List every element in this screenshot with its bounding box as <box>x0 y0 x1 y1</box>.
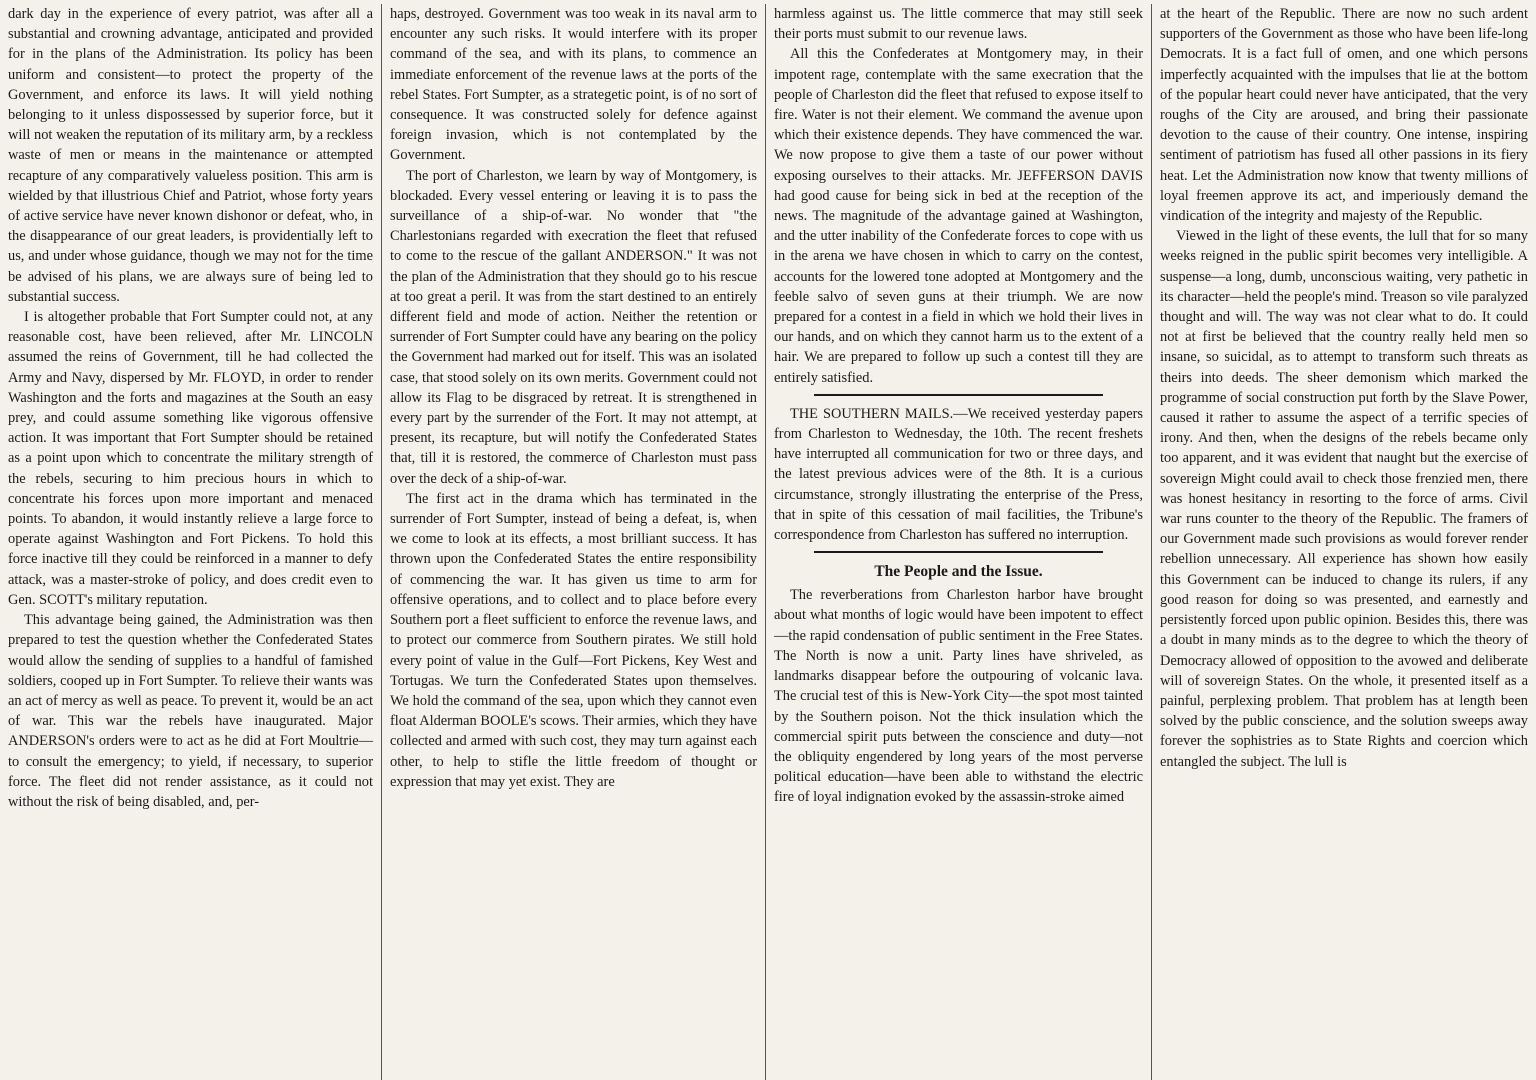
column-4 <box>1152 4 1536 1080</box>
column-2 <box>382 4 766 1080</box>
paragraph: The port of Charleston, we learn by way of Montgomery, is blockaded. Every vessel entering or leaving it is to pass the surveillance of a ship-of-war. No wonder that "the Charlestonians regarded with execration the fleet that refused to come to the rescue of the gallant ANDERSON." It was not the plan of the Administration that they should go to his rescue at too great a peril. It was from the start destined to an entirely different field and mode of action. Neither the retention or surrender of Fort Sumpter could have any bearing on the policy the Government had marked out for itself. This was an isolated case, that stood solely on its own merits. Government could not allow its Flag to be disgraced by retreat. It is strengthened in every part by the surrender of the Fort. It may not attempt, at present, its recapture, but will notify the Confederated States that, till it is restored, the commerce of Charleston must pass over the deck of a ship-of-war. <box>390 167 757 487</box>
paragraph: All this the Confederates at Montgomery may, in their impotent rage, contemplate with the same execration that the people of Charleston did the fleet that refused to expose itself to fire. Water is not their element. We command the avenue upon which their existence depends. They have commenced the war. We now propose to give them a taste of our power without exposing ourselves to their attacks. Mr. JEFFERSON DAVIS had good cause for being sick in bed at the reception of the news. The magnitude of the advantage gained at Washington, and the utter inability of the Confederate forces to cope with us in the arena we have chosen in which to carry on the contest, accounts for the lowered tone adopted at Montgomery and the feeble salvo of seven guns at their triumph. We are now prepared for a contest in a field in which we hold their lives in our hands, and on which they cannot harm us to the extent of a hair. We are prepared to follow up such a contest till they are entirely satisfied. <box>774 46 1143 386</box>
section-divider <box>814 551 1103 553</box>
paragraph: The reverberations from Charleston harbor have brought about what months of logic would have been impotent to effect—the rapid condensation of public sentiment in the Free States. The North is now a unit. Party lines have shriveled, as landmarks disappear before the outpouring of volcanic lava. The crucial test of this is New-York City—the spot most tainted by the Southern poison. Not the thick insulation which the commercial spirit puts between the conscience and duty—not the obliquity engendered by long years of the most perverse political education—have been able to withstand the electric fire of loyal indignation evoked by the assassin-stroke aimed <box>774 587 1143 806</box>
paragraph: This advantage being gained, the Administration was then prepared to test the question whether the Confederated States would allow the sending of supplies to a handful of famished soldiers, cooped up in Fort Sumpter. To relieve their wants was an act of mercy as well as peace. To prevent it, would be an act of war. This war the rebels have inaugurated. Major ANDERSON's orders were to act as he did at Fort Moultrie—to consult the emergency; to yield, if necessary, to superior force. The fleet did not render assistance, as it could not without the risk of being disabled, and, per- <box>8 612 373 810</box>
paragraph: I is altogether probable that Fort Sumpter could not, at any reasonable cost, have been relieved, after Mr. LINCOLN assumed the reins of Government, till he had collected the Army and Navy, dispersed by Mr. FLOYD, in order to render Washington and the forts and magazines at the South an easy prey, and could assume something like vigorous offensive action. It was important that Fort Sumpter should be retained as a point upon which to concentrate the military strength of the rebels, securing to him precious hours in which to concentrate his forces upon more important and menaced points. To abandon, it would instantly relieve a large force to operate against Washington and Fort Pickens. To hold this force inactive till they could be reinforced in a manner to defy attack, was a master-stroke of policy, and does credit even to Gen. SCOTT's military reputation. <box>8 309 373 608</box>
paragraph: dark day in the experience of every patriot, was after all a substantial and crowning advantage, anticipated and provided for in the plans of the Administration. Its policy has been uniform and consistent—to protect the property of the Government, and enforce its laws. It will yield nothing belonging to it unless dispossessed by superior force, but it will not weaken the reputation of its military arm, by a reckless waste of men or means in the maintenance or attempted recapture of any comparatively valueless position. This arm is wielded by that illustrious Chief and Patriot, whose forty years of active service have never known dishonor or defeat, who, in the disappearance of our great leaders, is providentially left to us, and under whose guidance, though we may not for the time be advised of his plans, we are always sure of being led to substantial success. <box>8 6 373 305</box>
section-divider <box>814 394 1103 396</box>
paragraph: Viewed in the light of these events, the lull that for so many weeks reigned in the public spirit becomes very intelligible. A suspense—a long, dumb, unconscious waiting, very pathetic in its character—held the people's mind. Treason so vile paralyzed thought and will. The way was not clear what to do. It could not at first be believed that the country really held men so insane, so suicidal, as to attempt to transform such threats as theirs into deeds. The sheer demonism which marked the programme of social construction put forth by the Slave Power, caused it rather to assume the aspect of a terrific species of irony. And then, when the designs of the rebels became only too apparent, and it was evident that naught but the exercise of sovereign Might could avail to check those frenzied men, there was honest hesitancy in resorting to the force of arms. Civil war runs counter to the theory of the Republic. The framers of our Government made such provisions as would forever render rebellion unnecessary. All experience has shown how easily this Government can be induced to change its rulers, if any good reason for doing so was presented, and earnestly and persistently forced upon public opinion. Besides this, there was a doubt in many minds as to the degree to which the theory of Democracy allowed of opposition to the avowed and deliberate will of sovereign States. On the whole, it presented itself as a painful, perplexing problem. That problem has at length been solved by the public conscience, and the solution sweeps away forever the sophistries as to State Rights and coercion which entangled the subject. The lull is <box>1160 228 1528 770</box>
column-1 <box>0 4 382 1080</box>
paragraph: harmless against us. The little commerce that may still seek their ports must submit to our revenue laws. <box>774 6 1143 43</box>
southern-mails-notice: THE SOUTHERN MAILS.—We received yesterday papers from Charleston to Wednesday, the 10th. The recent freshets have interrupted all communication for two or three days, and the latest previous advices were of the 8th. It is a curious circumstance, strongly illustrating the enterprise of the Press, that in spite of this cessation of mail facilities, the Tribune's correspondence from Charleston has suffered no interruption. <box>774 405 1143 544</box>
paragraph: The first act in the drama which has terminated in the surrender of Fort Sumpter, instead of being a defeat, is, when we come to look at its effects, a most brilliant success. It has thrown upon the Confederated States the entire responsibility of commencing the war. It has given us time to arm for offensive operations, and to collect and to place before every Southern port a fleet sufficient to enforce the revenue laws, and to protect our commerce from Southern pirates. We still hold every point of value in the Gulf—Fort Pickens, Key West and Tortugas. We turn the Confederated States upon themselves. We hold the command of the sea, upon which they cannot even float Alderman BOOLE's scows. Their armies, which they have collected and armed with such cost, they may turn against each other, to help to stifle the little freedom of thought or expression that may yet exist. They are <box>390 490 757 790</box>
article-heading: The People and the Issue. <box>874 563 1043 581</box>
paragraph: at the heart of the Republic. There are now no such ardent supporters of the Government as those who have been life-long Democrats. It is a fact full of omen, and one which persons imperfectly acquainted with the impulses that lie at the bottom of the popular heart could never have anticipated, that the very roughs of the City are aroused, and bring their passionate devotion to the cause of their country. One intense, inspiring sentiment of patriotism has fused all other passions in its fiery heat. Let the Administration now know that twenty millions of loyal freemen approve its act, and imperiously demand the vindication of the integrity and majesty of the Republic. <box>1160 6 1528 225</box>
column-3 <box>766 4 1152 1080</box>
paragraph: haps, destroyed. Government was too weak in its naval arm to encounter any such risks. It would interfere with its proper command of the sea, and with its plans, to commence an immediate enforcement of the revenue laws at the ports of the rebel States. Fort Sumpter, as a strategetic point, is of no sort of consequence. It was constructed solely for defence against foreign invasion, which is not contemplated by the Government. <box>390 6 757 164</box>
